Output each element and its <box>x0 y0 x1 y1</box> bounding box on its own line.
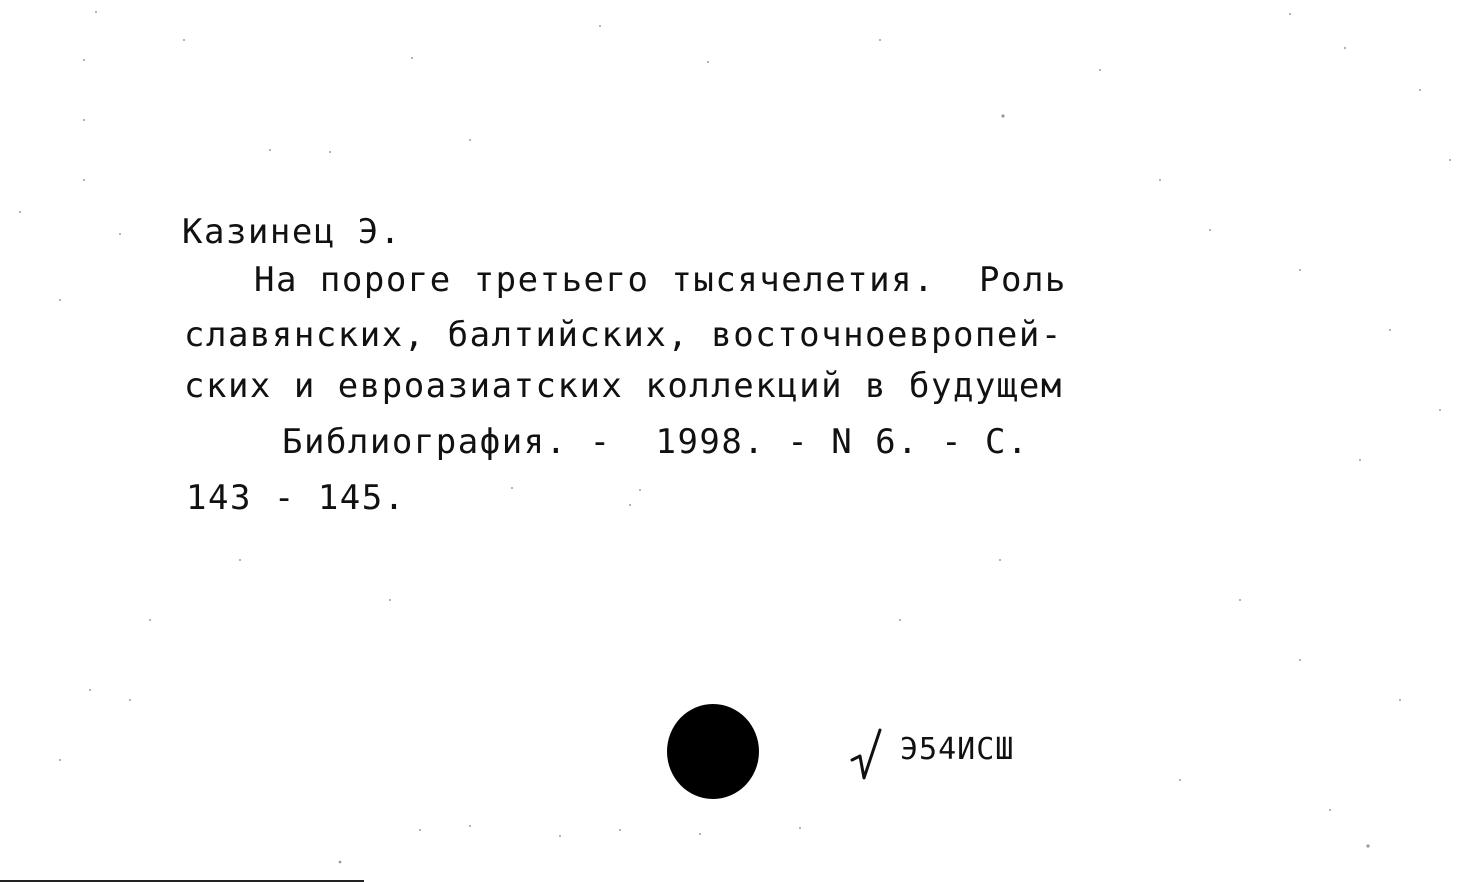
source-line: Библиография. - 1998. - N 6. - С. <box>282 422 1029 462</box>
pages-line: 143 - 145. <box>186 478 406 518</box>
title-line-1: На пороге третьего тысячелетия. Роль <box>254 260 1067 300</box>
author-name: Казинец Э. <box>182 212 402 252</box>
title-line-2: славянских, балтийских, восточноевропей- <box>184 315 1063 355</box>
filled-circle-icon <box>667 704 759 799</box>
title-line-3: ских и евроазиатских коллекций в будущем <box>184 366 1063 406</box>
checkmark-icon <box>850 728 884 782</box>
shelf-code: Э54ИСШ <box>900 732 1015 767</box>
